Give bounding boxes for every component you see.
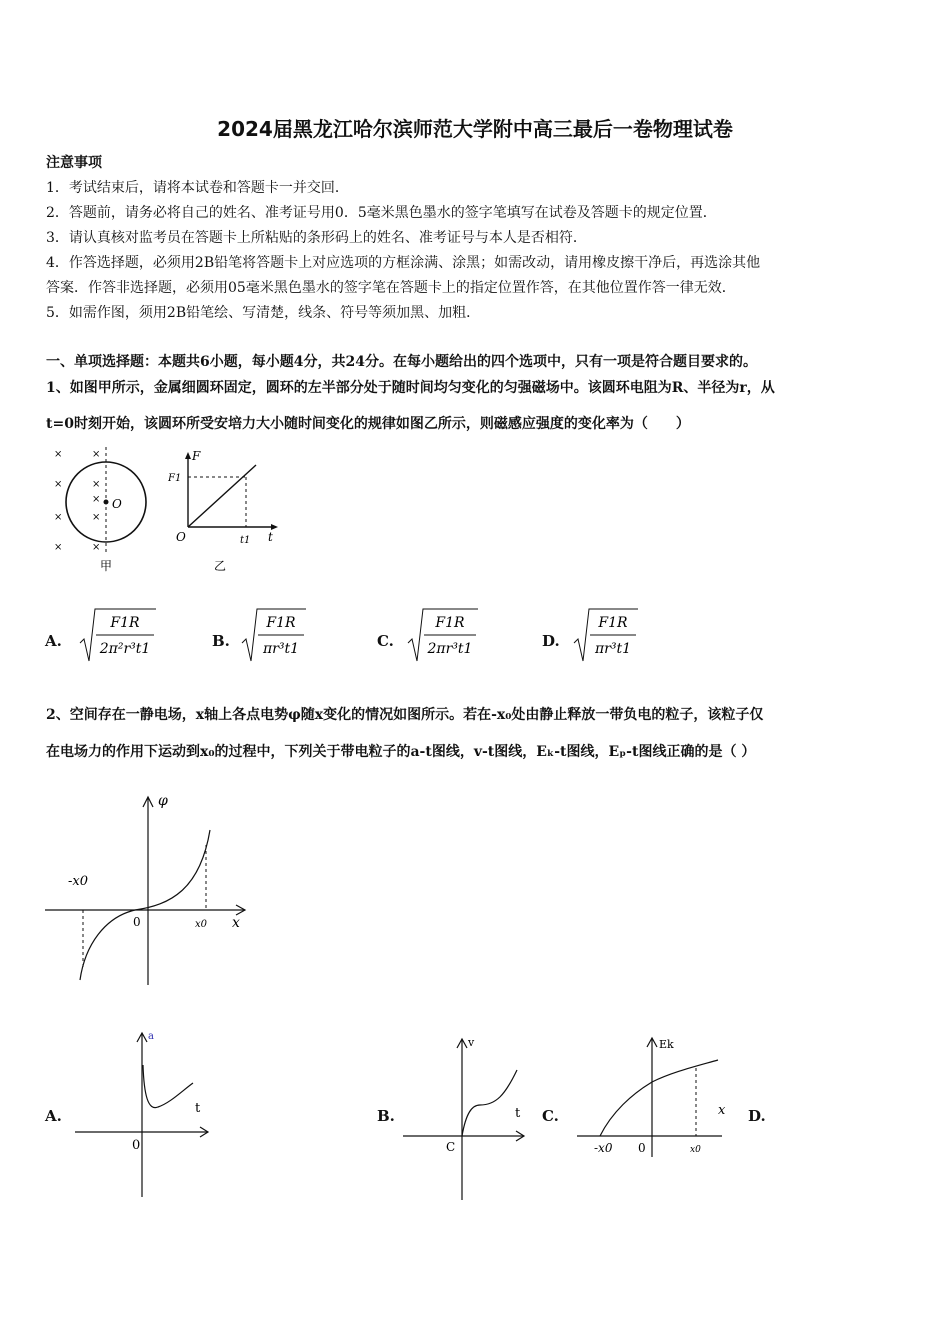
y-label: v bbox=[468, 1036, 475, 1049]
x-label: x bbox=[718, 1103, 726, 1118]
svg-text:×: × bbox=[92, 449, 101, 460]
svg-text:×: × bbox=[92, 479, 101, 490]
svg-text:×: × bbox=[92, 542, 101, 553]
q2-option-a-label[interactable]: A. bbox=[45, 1107, 62, 1125]
pos-x0-label: x0 bbox=[195, 919, 208, 930]
page-title: 2024届黑龙江哈尔滨师范大学附中高三最后一卷物理试卷 bbox=[217, 117, 733, 141]
y-label: Ek bbox=[659, 1038, 674, 1051]
q2-text-line2: 在电场力的作用下运动到x₀的过程中，下列关于带电粒子的a-t图线，v-t图线，Eₖ-t图线，Eₚ-t图线正确的是（ ） bbox=[46, 744, 756, 760]
q2-option-d-label[interactable]: D. bbox=[748, 1107, 766, 1125]
center-label: O bbox=[112, 497, 122, 511]
notice-item: 2．答题前，请务必将自己的姓名、准考证号用0．5毫米黑色墨水的签字笔填写在试卷及答题卡的规定位置． bbox=[46, 205, 717, 221]
x-label: t bbox=[515, 1106, 521, 1121]
q1-option-b-formula bbox=[240, 605, 310, 665]
phi-label: φ bbox=[158, 793, 168, 809]
section-heading: 一、单项选择题：本题共6小题，每小题4分，共24分。在每小题给出的四个选项中，只有一项是符合题目要求的。 bbox=[46, 354, 757, 370]
q1-option-d-label[interactable]: D. bbox=[542, 632, 560, 650]
q1-option-c-formula bbox=[406, 605, 482, 665]
pos-x0-label: x0 bbox=[690, 1145, 701, 1155]
notice-item: 3．请认真核对监考员在答题卡上所粘贴的条形码上的姓名、准考证号与本人是否相符． bbox=[46, 230, 587, 246]
origin-label: 0 bbox=[133, 915, 141, 929]
q2-option-a-graph bbox=[70, 1025, 215, 1205]
q1-option-d-formula bbox=[572, 605, 642, 665]
svg-text:×: × bbox=[54, 512, 63, 523]
q2-option-b-label[interactable]: B. bbox=[377, 1107, 395, 1125]
y-label: a bbox=[148, 1031, 154, 1042]
y-arrow bbox=[185, 452, 191, 459]
svg-text:2π²r³t1: 2π²r³t1 bbox=[99, 641, 151, 657]
y-label: F bbox=[192, 449, 201, 463]
q1-option-a-formula bbox=[78, 605, 158, 665]
q1-text-line1: 1、如图甲所示，金属细圆环固定，圆环的左半部分处于随时间均匀变化的匀强磁场中。该圆环电阻为R、半径为r，从 bbox=[46, 380, 775, 396]
origin-label: 0 bbox=[638, 1141, 646, 1155]
q1-text-line2: t=0时刻开始，该圆环所受安培力大小随时间变化的规律如图乙所示，则磁感应强度的变化率为（ ） bbox=[46, 416, 690, 432]
svg-text:F1R: F1R bbox=[266, 615, 296, 631]
origin-label: O bbox=[176, 530, 186, 544]
a-t-curve bbox=[143, 1065, 193, 1108]
f1-label: F1 bbox=[168, 473, 182, 484]
svg-text:×: × bbox=[54, 542, 63, 553]
origin-label: C bbox=[446, 1140, 456, 1154]
svg-text:×: × bbox=[92, 512, 101, 523]
neg-x0-label: -x0 bbox=[68, 874, 88, 889]
q2-option-c-graph bbox=[572, 1032, 732, 1162]
phi-curve bbox=[80, 830, 210, 980]
notice-item: 4．作答选择题，必须用2B铅笔将答题卡上对应选项的方框涂满、涂黑；如需改动，请用橡皮擦干净后，再选涂其他 bbox=[46, 255, 761, 271]
svg-text:πr³t1: πr³t1 bbox=[262, 641, 300, 657]
q1-option-b-label[interactable]: B. bbox=[212, 632, 230, 650]
q2-text-line1: 2、空间存在一静电场，x轴上各点电势φ随x变化的情况如图所示。若在-x₀处由静止释放一带负电的粒子，该粒子仅 bbox=[46, 707, 764, 723]
q2-option-b-graph bbox=[400, 1033, 530, 1203]
svg-text:F1R: F1R bbox=[598, 615, 628, 631]
x-label: x bbox=[232, 915, 240, 931]
q2-phi-graph bbox=[40, 785, 260, 990]
svg-text:F1R: F1R bbox=[110, 615, 140, 631]
notice-item: 5．如需作图，须用2B铅笔绘、写清楚，线条、符号等须加黑、加粗． bbox=[46, 305, 481, 321]
x-label: t bbox=[195, 1101, 201, 1116]
v-t-curve bbox=[462, 1070, 517, 1136]
svg-text:F1R: F1R bbox=[435, 615, 465, 631]
svg-text:×: × bbox=[92, 494, 101, 505]
notice-item: 答案．作答非选择题，必须用05毫米黑色墨水的签字笔在答题卡上的指定位置作答，在其他位置作答一律无效． bbox=[46, 280, 736, 296]
notice-heading: 注意事项 bbox=[46, 155, 102, 171]
svg-text:2πr³t1: 2πr³t1 bbox=[427, 641, 473, 657]
svg-text:×: × bbox=[54, 479, 63, 490]
neg-x0-label: -x0 bbox=[594, 1141, 613, 1155]
center-dot bbox=[104, 500, 109, 505]
figure-jia bbox=[44, 445, 159, 575]
t1-label: t1 bbox=[240, 535, 251, 546]
notice-item: 1．考试结束后，请将本试卷和答题卡一并交回． bbox=[46, 180, 349, 196]
figure-yi bbox=[168, 447, 283, 575]
caption-jia: 甲 bbox=[100, 559, 113, 573]
origin-label: 0 bbox=[132, 1138, 141, 1153]
q1-option-c-label[interactable]: C. bbox=[377, 632, 394, 650]
x-label: t bbox=[268, 530, 273, 544]
svg-text:×: × bbox=[54, 449, 63, 460]
ek-curve bbox=[600, 1060, 718, 1136]
q2-option-c-label[interactable]: C. bbox=[542, 1107, 559, 1125]
caption-yi: 乙 bbox=[214, 559, 227, 573]
q1-option-a-label[interactable]: A. bbox=[45, 632, 62, 650]
svg-text:πr³t1: πr³t1 bbox=[594, 641, 632, 657]
